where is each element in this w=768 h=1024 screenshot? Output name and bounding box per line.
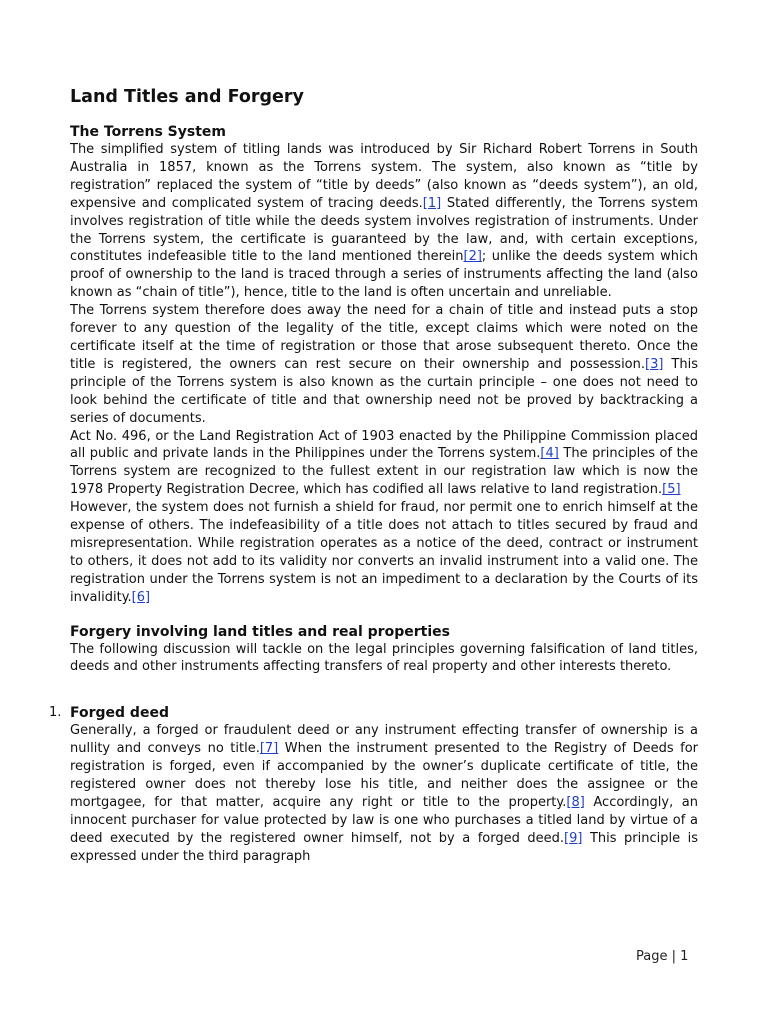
section-heading-forgery: Forgery involving land titles and real properties xyxy=(70,623,450,640)
footnote-link-7[interactable]: [7] xyxy=(259,741,279,757)
text-run: ; unlike the deeds system which proof of ownership to the land is traced through a series of instruments affecting the land (also known as “chain of title”), hence, title to the land is often uncertain and unreliable. xyxy=(70,249,698,301)
text-run: Act No. 496, or the Land Registration Act of 1903 enacted by the Philippine Commission placed all public and private lands in the Philippines under the Torrens system. xyxy=(70,428,698,462)
paragraph-torrens-1 xyxy=(70,141,698,302)
list-number: 1. xyxy=(49,705,62,721)
section-heading-torrens: The Torrens System xyxy=(70,124,226,140)
text-run: This principle of the Torrens system is also known as the curtain principle – one does not need to look behind the certificate of title and that ownership need not be proved by backtracking a series of documents. xyxy=(70,356,699,426)
document-page xyxy=(49,86,699,866)
list-heading-forged-deed: Forged deed xyxy=(70,705,169,722)
page-number: Page | 1 xyxy=(636,949,689,964)
spacer xyxy=(70,676,698,704)
text-run: However, the system does not furnish a shield for fraud, nor permit one to enrich himself at the expense of others. The indefeasibility of a title does not attach to titles secured by fraud and misrepresentation. While registration operates as a notice of the deed, contract or instrument to others, it does not add to its validity nor converts an invalid instrument into a valid one. The registration under the Torrens system is not an impediment to a declaration by the Courts of its invalidity. xyxy=(70,500,698,605)
text-run: This principle is expressed under the third paragraph xyxy=(70,830,698,864)
text-run: Generally, a forged or fraudulent deed or any instrument effecting transfer of ownership is a nullity and conveys no title. xyxy=(70,723,698,757)
footnote-link-4[interactable]: [4] xyxy=(540,446,559,462)
footnote-link-5[interactable]: [5] xyxy=(662,482,681,498)
footnote-link-9[interactable]: [9] xyxy=(564,830,583,846)
text-run: The simplified system of titling lands was introduced by Sir Richard Robert Torrens in South Australia in 1857, known as the Torrens system. The system, also known as “title by registration” replaced the system of “title by deeds” (also known as “deeds system”), an old, expensive and complicated system of tracing deeds. xyxy=(70,142,698,211)
list-item-forged-deed xyxy=(49,704,699,865)
text-run: When the instrument presented to the Registry of Deeds for registration is forged, even if accompanied by the owner’s duplicate certificate of title, the registered owner does not thereby lose his title, and neither does the assignee or the mortgagee, for that matter, acquire any right or title to the property. xyxy=(70,741,698,810)
paragraph-torrens-3 xyxy=(70,428,698,500)
document-title: Land Titles and Forgery xyxy=(70,87,304,107)
footnote-link-1[interactable]: [1] xyxy=(422,195,442,211)
footnote-link-3[interactable]: [3] xyxy=(645,356,664,372)
paragraph-torrens-4 xyxy=(70,499,698,606)
spacer xyxy=(70,607,698,623)
text-run: Stated differently, the Torrens system involves registration of title while the deeds system involves registration of instruments. Under the Torrens system, the certificate is guaranteed by the law, and, with certain exceptions, constitutes indefeasible title to the land mentioned therein xyxy=(70,195,698,265)
text-run: The Torrens system therefore does away the need for a chain of title and instead puts a stop forever to any question of the legality of the title, except claims which were noted on the certificate itself at the time of registration or those that arose subsequent thereto. Once the title is registered, the owners can rest secure on their ownership and possession. xyxy=(70,303,698,372)
text-run: Accordingly, an innocent purchaser for value protected by law is one who purchases a titled land by virtue of a deed executed by the registered owner himself, not by a forged deed. xyxy=(70,795,699,846)
footnote-link-6[interactable]: [6] xyxy=(131,589,151,605)
footnote-link-8[interactable]: [8] xyxy=(566,795,585,810)
paragraph-forgery-intro: The following discussion will tackle on the legal principles governing falsification of land titles, deeds and other instruments affecting transfers of real property and other interests thereto. xyxy=(70,641,698,675)
paragraph-torrens-2 xyxy=(70,302,698,427)
text-run: The principles of the Torrens system are recognized to the fullest extent in our registration law which is now the 1978 Property Registration Decree, which has codified all laws relative to land registration. xyxy=(70,446,698,498)
footnote-link-2[interactable]: [2] xyxy=(463,249,482,265)
paragraph-forged-deed xyxy=(70,722,698,865)
